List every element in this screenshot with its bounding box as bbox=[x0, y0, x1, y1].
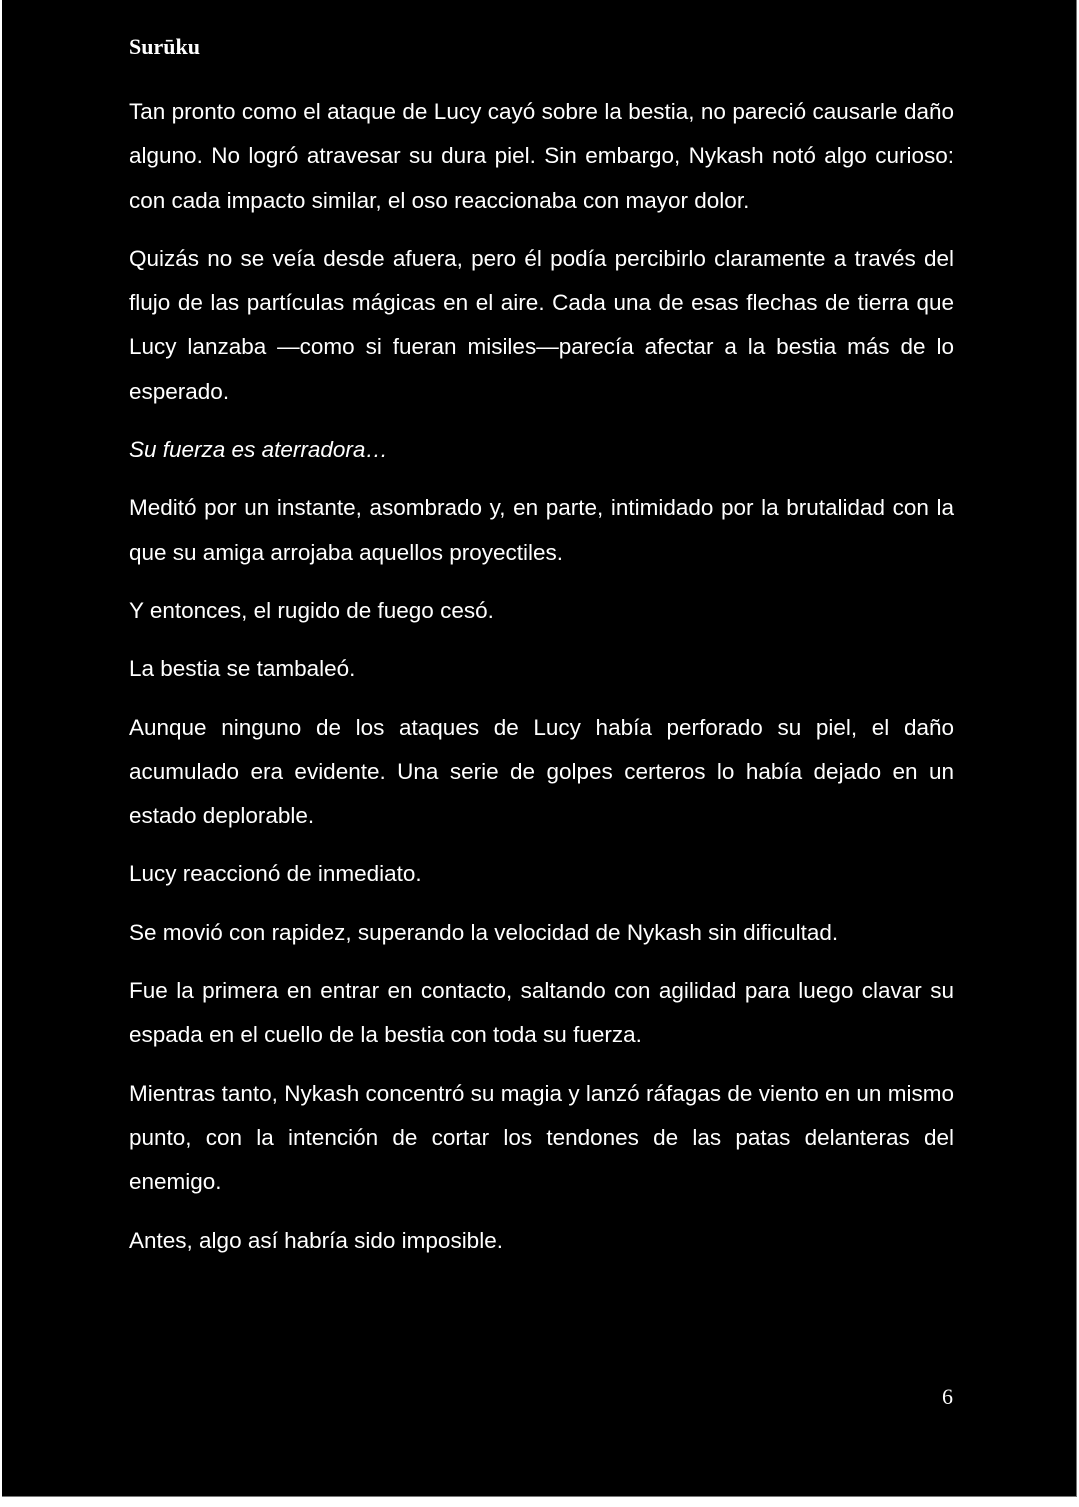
paragraph: La bestia se tambaleó. bbox=[129, 656, 356, 682]
running-header: Surūku bbox=[129, 34, 200, 59]
body-text bbox=[129, 90, 954, 1277]
paragraph: Quizás no se veía desde afuera, pero él podía percibirlo claramente a través del flujo de las partículas mágicas en el aire. Cada una de esas flechas de tierra que Lucy lanzaba —como si fueran misiles—parecía afectar a la bestia más de lo esperado. bbox=[129, 245, 954, 404]
paragraph: Fue la primera en entrar en contacto, saltando con agilidad para luego clavar su espada en el cuello de la bestia con toda su fuerza. bbox=[129, 978, 954, 1048]
page-number: 6 bbox=[942, 1384, 953, 1409]
paragraph-italic-thought: Su fuerza es aterradora… bbox=[129, 437, 388, 463]
paragraph: Y entonces, el rugido de fuego cesó. bbox=[129, 597, 494, 623]
paragraph: Antes, algo así habría sido imposible. bbox=[129, 1227, 503, 1253]
paragraph: Tan pronto como el ataque de Lucy cayó sobre la bestia, no pareció causarle daño alguno. No logró atravesar su dura piel. Sin embargo, Nykash notó algo curioso: con cada impacto similar, el oso reaccionaba con mayor dolor. bbox=[129, 99, 954, 213]
document-page bbox=[2, 0, 1077, 1497]
paragraph: Meditó por un instante, asombrado y, en parte, intimidado por la brutalidad con la que su amiga arrojaba aquellos proyectiles. bbox=[129, 495, 954, 565]
paragraph: Se movió con rapidez, superando la velocidad de Nykash sin dificultad. bbox=[129, 919, 839, 945]
paragraph: Mientras tanto, Nykash concentró su magia y lanzó ráfagas de viento en un mismo punto, con la intención de cortar los tendones de las patas delanteras del enemigo. bbox=[129, 1080, 954, 1195]
paragraph: Aunque ninguno de los ataques de Lucy había perforado su piel, el daño acumulado era evidente. Una serie de golpes certeros lo había dejado en un estado deplorable. bbox=[129, 714, 954, 829]
paragraph: Lucy reaccionó de inmediato. bbox=[129, 861, 422, 887]
